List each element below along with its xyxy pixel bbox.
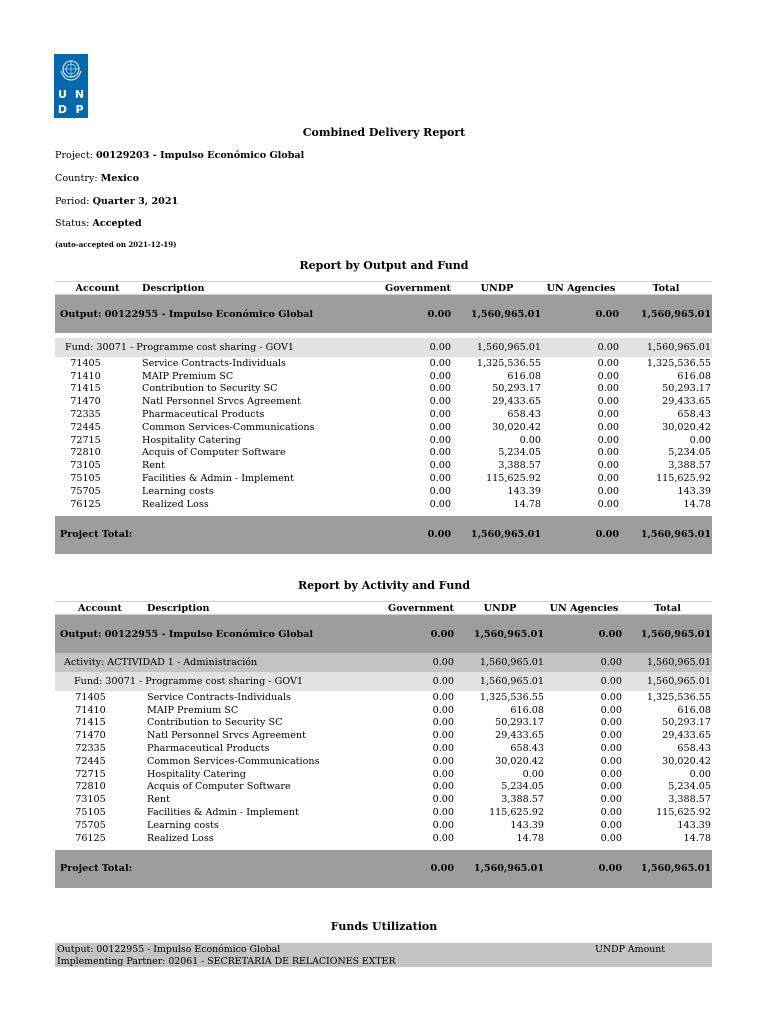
cell-account: 76125 xyxy=(70,498,101,510)
cell-description: Learning costs xyxy=(142,485,214,497)
cell-un-agencies: 0.00 xyxy=(600,781,622,793)
cell-description: MAIP Premium SC xyxy=(147,704,239,716)
output-fund-lines xyxy=(55,357,712,511)
cell-total: 115,625.92 xyxy=(656,473,711,485)
activity-un-agencies: 0.00 xyxy=(545,653,623,672)
undp-letters xyxy=(54,87,88,117)
cell-government: 0.00 xyxy=(432,832,454,844)
cell-total: 616.08 xyxy=(677,704,711,716)
cell-account: 72715 xyxy=(70,434,101,446)
cell-description: Rent xyxy=(142,460,165,472)
cell-description: Rent xyxy=(147,794,170,806)
cell-un-agencies: 0.00 xyxy=(600,730,622,742)
activity-fund-total-body xyxy=(55,845,712,888)
table-row xyxy=(55,472,712,485)
cell-un-agencies: 0.00 xyxy=(600,768,622,780)
cell-total: 143.39 xyxy=(677,819,711,831)
country-label: Country: xyxy=(55,173,98,184)
cell-government: 0.00 xyxy=(429,370,451,382)
country-line xyxy=(55,173,139,184)
cell-un-agencies: 0.00 xyxy=(597,421,619,433)
cell-description: Facilities & Admin - Implement xyxy=(147,807,299,819)
cell-description: Common Services-Communications xyxy=(142,421,315,433)
project-total-label: Project Total: xyxy=(55,850,360,888)
cell-account: 72810 xyxy=(70,447,101,459)
period-line xyxy=(55,196,178,207)
country-value: Mexico xyxy=(100,173,139,184)
cell-account: 73105 xyxy=(75,794,106,806)
cell-account: 71410 xyxy=(70,370,101,382)
undp-logo xyxy=(54,54,88,118)
cell-description: Acquis of Computer Software xyxy=(142,447,286,459)
cell-undp: 14.78 xyxy=(513,498,541,510)
table-row xyxy=(55,832,712,845)
fund-total: 1,560,965.01 xyxy=(620,338,712,357)
col-header-total: Total xyxy=(623,602,712,615)
cell-account: 72810 xyxy=(75,781,106,793)
cell-account: 72335 xyxy=(75,743,106,755)
report-title: Combined Delivery Report xyxy=(302,126,466,139)
col-header-account: Account xyxy=(55,282,140,295)
status-value: Accepted xyxy=(92,218,142,229)
fu-output-line: Output: 00122955 - Impulso Económico Global xyxy=(57,944,281,955)
cell-total: 5,234.05 xyxy=(668,781,711,793)
cell-un-agencies: 0.00 xyxy=(597,447,619,459)
cell-undp: 3,388.57 xyxy=(498,460,541,472)
project-line xyxy=(55,150,304,161)
output-undp: 1,560,965.01 xyxy=(455,615,545,654)
cell-government: 0.00 xyxy=(429,383,451,395)
activity-total: 1,560,965.01 xyxy=(623,653,712,672)
cell-government: 0.00 xyxy=(429,396,451,408)
col-header-government: Government xyxy=(355,282,452,295)
cell-description: Service Contracts-Individuals xyxy=(142,357,286,369)
cell-description: Realized Loss xyxy=(147,832,214,844)
cell-total: 658.43 xyxy=(677,409,711,421)
cell-account: 75705 xyxy=(70,485,101,497)
logo-letter: N xyxy=(74,88,85,101)
cell-account: 72715 xyxy=(75,768,106,780)
cell-undp: 143.39 xyxy=(510,819,544,831)
cell-description: Hospitality Catering xyxy=(147,768,246,780)
cell-undp: 29,433.65 xyxy=(495,730,544,742)
cell-description: Natl Personnel Srvcs Agreement xyxy=(147,730,306,742)
activity-undp: 1,560,965.01 xyxy=(455,653,545,672)
cell-government: 0.00 xyxy=(429,460,451,472)
cell-total: 29,433.65 xyxy=(662,730,711,742)
cell-account: 71470 xyxy=(75,730,106,742)
table-row xyxy=(55,485,712,498)
cell-undp: 115,625.92 xyxy=(489,807,544,819)
cell-total: 3,388.57 xyxy=(668,794,711,806)
cell-un-agencies: 0.00 xyxy=(597,370,619,382)
cell-total: 658.43 xyxy=(677,743,711,755)
project-value: 00129203 - Impulso Económico Global xyxy=(96,150,305,161)
output-fund-body xyxy=(55,295,712,358)
cell-undp: 658.43 xyxy=(507,409,541,421)
cell-government: 0.00 xyxy=(432,704,454,716)
output-government: 0.00 xyxy=(355,295,452,334)
fund-row xyxy=(55,672,712,691)
cell-un-agencies: 0.00 xyxy=(600,691,622,703)
fund-un-agencies: 0.00 xyxy=(542,338,620,357)
fund-label: Fund: 30071 - Programme cost sharing - GOV1 xyxy=(55,338,355,357)
table-row xyxy=(55,729,712,742)
output-fund-total-body xyxy=(55,511,712,554)
project-label: Project: xyxy=(55,150,93,161)
cell-account: 75105 xyxy=(75,807,106,819)
period-value: Quarter 3, 2021 xyxy=(92,196,179,207)
logo-letter: D xyxy=(57,103,68,116)
cell-account: 71415 xyxy=(70,383,101,395)
fu-undp-amount-header: UNDP Amount xyxy=(595,944,666,955)
output-label: Output: 00122955 - Impulso Económico Global xyxy=(55,615,360,654)
cell-undp: 616.08 xyxy=(510,704,544,716)
output-un-agencies: 0.00 xyxy=(545,615,623,654)
cell-total: 115,625.92 xyxy=(656,807,711,819)
cell-government: 0.00 xyxy=(429,421,451,433)
cell-un-agencies: 0.00 xyxy=(600,832,622,844)
cell-description: Learning costs xyxy=(147,819,219,831)
table-row xyxy=(55,704,712,717)
fund-row xyxy=(55,338,712,357)
cell-undp: 143.39 xyxy=(507,485,541,497)
fund-government: 0.00 xyxy=(355,338,452,357)
project-total-total: 1,560,965.01 xyxy=(620,516,712,554)
cell-un-agencies: 0.00 xyxy=(597,460,619,472)
cell-undp: 5,234.05 xyxy=(498,447,541,459)
output-label: Output: 00122955 - Impulso Económico Global xyxy=(55,295,355,334)
section-title-funds-utilization: Funds Utilization xyxy=(330,920,438,933)
cell-un-agencies: 0.00 xyxy=(600,819,622,831)
cell-account: 76125 xyxy=(75,832,106,844)
activity-fund-table xyxy=(55,601,712,888)
cell-government: 0.00 xyxy=(432,730,454,742)
project-total-row xyxy=(55,516,712,554)
cell-undp: 50,293.17 xyxy=(495,717,544,729)
cell-government: 0.00 xyxy=(429,357,451,369)
cell-description: Contribution to Security SC xyxy=(147,717,283,729)
cell-undp: 1,325,536.55 xyxy=(476,357,541,369)
cell-un-agencies: 0.00 xyxy=(597,396,619,408)
cell-description: Natl Personnel Srvcs Agreement xyxy=(142,396,301,408)
cell-account: 71415 xyxy=(75,717,106,729)
cell-government: 0.00 xyxy=(429,434,451,446)
cell-description: MAIP Premium SC xyxy=(142,370,234,382)
table-row xyxy=(55,395,712,408)
cell-undp: 29,433.65 xyxy=(492,396,541,408)
cell-un-agencies: 0.00 xyxy=(597,434,619,446)
cell-un-agencies: 0.00 xyxy=(600,755,622,767)
output-fund-table xyxy=(55,281,712,554)
cell-government: 0.00 xyxy=(432,819,454,831)
cell-government: 0.00 xyxy=(432,794,454,806)
cell-undp: 616.08 xyxy=(507,370,541,382)
project-total-un-agencies: 0.00 xyxy=(545,850,623,888)
table-row xyxy=(55,434,712,447)
cell-account: 71405 xyxy=(75,691,106,703)
table-row xyxy=(55,370,712,383)
project-total-un-agencies: 0.00 xyxy=(542,516,620,554)
cell-government: 0.00 xyxy=(432,755,454,767)
cell-account: 72335 xyxy=(70,409,101,421)
cell-undp: 50,293.17 xyxy=(492,383,541,395)
output-government: 0.00 xyxy=(360,615,455,654)
cell-account: 75705 xyxy=(75,819,106,831)
cell-account: 71470 xyxy=(70,396,101,408)
cell-government: 0.00 xyxy=(429,447,451,459)
fund-label: Fund: 30071 - Programme cost sharing - GOV1 xyxy=(55,672,360,691)
table-row xyxy=(55,781,712,794)
table-row xyxy=(55,447,712,460)
cell-undp: 1,325,536.55 xyxy=(479,691,544,703)
table-row xyxy=(55,755,712,768)
cell-un-agencies: 0.00 xyxy=(597,383,619,395)
cell-account: 75105 xyxy=(70,473,101,485)
cell-government: 0.00 xyxy=(432,743,454,755)
cell-un-agencies: 0.00 xyxy=(600,794,622,806)
cell-total: 29,433.65 xyxy=(662,396,711,408)
cell-un-agencies: 0.00 xyxy=(600,717,622,729)
project-total-undp: 1,560,965.01 xyxy=(455,850,545,888)
cell-total: 3,388.57 xyxy=(668,460,711,472)
cell-description: Facilities & Admin - Implement xyxy=(142,473,294,485)
cell-total: 14.78 xyxy=(683,832,711,844)
activity-label: Activity: ACTIVIDAD 1 - Administración xyxy=(55,653,360,672)
table-row xyxy=(55,819,712,832)
section-title-output-fund: Report by Output and Fund xyxy=(299,259,469,272)
cell-un-agencies: 0.00 xyxy=(600,807,622,819)
cell-government: 0.00 xyxy=(429,498,451,510)
period-label: Period: xyxy=(55,196,90,207)
cell-government: 0.00 xyxy=(429,473,451,485)
project-total-government: 0.00 xyxy=(355,516,452,554)
cell-undp: 115,625.92 xyxy=(486,473,541,485)
table-row xyxy=(55,408,712,421)
cell-total: 0.00 xyxy=(689,768,711,780)
table-row xyxy=(55,806,712,819)
col-header-undp: UNDP xyxy=(455,602,545,615)
un-emblem-icon xyxy=(58,57,84,83)
project-total-row xyxy=(55,850,712,888)
table-row xyxy=(55,357,712,370)
table-row xyxy=(55,383,712,396)
cell-account: 73105 xyxy=(70,460,101,472)
output-un-agencies: 0.00 xyxy=(542,295,620,334)
fund-total: 1,560,965.01 xyxy=(623,672,712,691)
cell-government: 0.00 xyxy=(432,781,454,793)
activity-row xyxy=(55,653,712,672)
cell-government: 0.00 xyxy=(432,807,454,819)
cell-total: 30,020.42 xyxy=(662,421,711,433)
cell-total: 616.08 xyxy=(677,370,711,382)
cell-un-agencies: 0.00 xyxy=(597,409,619,421)
cell-total: 50,293.17 xyxy=(662,717,711,729)
cell-undp: 14.78 xyxy=(516,832,544,844)
col-header-un-agencies: UN Agencies xyxy=(545,602,623,615)
status-label: Status: xyxy=(55,218,90,229)
logo-letter: U xyxy=(58,88,67,101)
table-row xyxy=(55,459,712,472)
fu-partner-line: Implementing Partner: 02061 - SECRETARIA DE RELACIONES EXTER xyxy=(57,956,396,967)
cell-total: 30,020.42 xyxy=(662,755,711,767)
cell-undp: 0.00 xyxy=(519,434,541,446)
cell-total: 1,325,536.55 xyxy=(646,357,711,369)
col-header-account: Account xyxy=(55,602,145,615)
table-row xyxy=(55,421,712,434)
auto-accepted-note: (auto-accepted on 2021-12-19) xyxy=(55,240,177,249)
cell-undp: 658.43 xyxy=(510,743,544,755)
cell-description: Hospitality Catering xyxy=(142,434,241,446)
fund-government: 0.00 xyxy=(360,672,455,691)
cell-government: 0.00 xyxy=(429,409,451,421)
cell-description: Pharmaceutical Products xyxy=(142,409,265,421)
status-line xyxy=(55,218,142,229)
cell-un-agencies: 0.00 xyxy=(597,485,619,497)
cell-account: 71410 xyxy=(75,704,106,716)
cell-total: 1,325,536.55 xyxy=(646,691,711,703)
output-total: 1,560,965.01 xyxy=(620,295,712,334)
project-total-label: Project Total: xyxy=(55,516,355,554)
output-undp: 1,560,965.01 xyxy=(452,295,542,334)
output-row xyxy=(55,615,712,654)
cell-description: Acquis of Computer Software xyxy=(147,781,291,793)
cell-un-agencies: 0.00 xyxy=(597,473,619,485)
project-total-undp: 1,560,965.01 xyxy=(452,516,542,554)
funds-utilization-band xyxy=(55,943,712,967)
cell-undp: 30,020.42 xyxy=(492,421,541,433)
output-total: 1,560,965.01 xyxy=(623,615,712,654)
cell-description: Pharmaceutical Products xyxy=(147,743,270,755)
logo-letter: P xyxy=(75,103,84,116)
cell-description: Realized Loss xyxy=(142,498,209,510)
cell-government: 0.00 xyxy=(432,717,454,729)
cell-government: 0.00 xyxy=(429,485,451,497)
fund-undp: 1,560,965.01 xyxy=(455,672,545,691)
cell-undp: 5,234.05 xyxy=(501,781,544,793)
cell-undp: 3,388.57 xyxy=(501,794,544,806)
cell-un-agencies: 0.00 xyxy=(597,498,619,510)
cell-account: 71405 xyxy=(70,357,101,369)
fund-un-agencies: 0.00 xyxy=(545,672,623,691)
cell-total: 143.39 xyxy=(677,485,711,497)
fund-undp: 1,560,965.01 xyxy=(452,338,542,357)
table-row xyxy=(55,793,712,806)
cell-description: Common Services-Communications xyxy=(147,755,320,767)
activity-fund-lines xyxy=(55,691,712,845)
table-row xyxy=(55,768,712,781)
col-header-government: Government xyxy=(360,602,455,615)
output-row xyxy=(55,295,712,334)
col-header-description: Description xyxy=(145,602,360,615)
cell-government: 0.00 xyxy=(432,691,454,703)
cell-undp: 0.00 xyxy=(522,768,544,780)
project-total-government: 0.00 xyxy=(360,850,455,888)
cell-total: 14.78 xyxy=(683,498,711,510)
activity-fund-body xyxy=(55,615,712,692)
col-header-description: Description xyxy=(140,282,355,295)
col-header-undp: UNDP xyxy=(452,282,542,295)
cell-description: Service Contracts-Individuals xyxy=(147,691,291,703)
cell-account: 72445 xyxy=(75,755,106,767)
table-row xyxy=(55,742,712,755)
cell-un-agencies: 0.00 xyxy=(600,743,622,755)
cell-total: 0.00 xyxy=(689,434,711,446)
table-row xyxy=(55,498,712,511)
cell-un-agencies: 0.00 xyxy=(600,704,622,716)
project-total-total: 1,560,965.01 xyxy=(623,850,712,888)
table-header-row xyxy=(55,602,712,615)
col-header-total: Total xyxy=(620,282,712,295)
section-title-activity-fund: Report by Activity and Fund xyxy=(297,579,471,592)
cell-government: 0.00 xyxy=(432,768,454,780)
col-header-un-agencies: UN Agencies xyxy=(542,282,620,295)
cell-account: 72445 xyxy=(70,421,101,433)
table-row xyxy=(55,717,712,730)
cell-un-agencies: 0.00 xyxy=(597,357,619,369)
cell-description: Contribution to Security SC xyxy=(142,383,278,395)
cell-undp: 30,020.42 xyxy=(495,755,544,767)
cell-total: 5,234.05 xyxy=(668,447,711,459)
activity-government: 0.00 xyxy=(360,653,455,672)
table-header-row xyxy=(55,282,712,295)
cell-total: 50,293.17 xyxy=(662,383,711,395)
table-row xyxy=(55,691,712,704)
